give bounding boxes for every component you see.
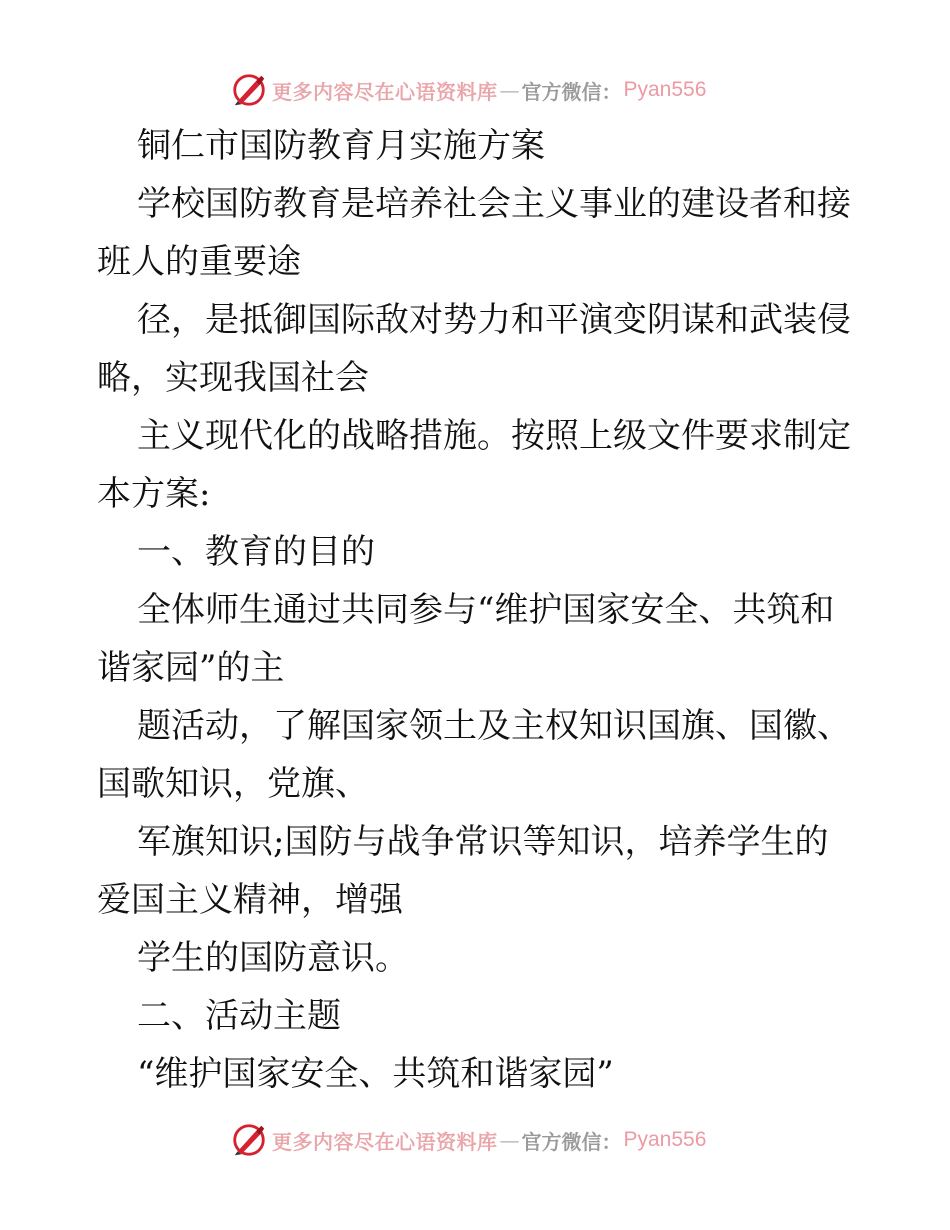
watermark-separator: — [499, 1128, 520, 1152]
document-line: 一、教育的目的 [137, 532, 375, 572]
document-line: 铜仁市国防教育月实施方案 [137, 126, 545, 166]
document-line: 本方案: [97, 474, 211, 514]
watermark-slogan: 更多内容尽在心语资料库 [272, 79, 498, 104]
document-line: 主义现代化的战略措施。按照上级文件要求制定 [137, 416, 851, 456]
document-line: 谐家园”的主 [97, 648, 285, 688]
document-line: 二、活动主题 [137, 996, 341, 1036]
document-line: 学生的国防意识。 [137, 938, 409, 978]
watermark-account: Pyan556 [623, 78, 707, 101]
document-line: 国歌知识，党旗、 [97, 764, 369, 804]
watermark-wechat-label: 官方微信： [521, 79, 622, 104]
document-line: 学校国防教育是培养社会主义事业的建设者和接 [137, 184, 851, 224]
watermark-slogan: 更多内容尽在心语资料库 [272, 1129, 498, 1154]
watermark-banner-bottom [230, 1120, 706, 1160]
pen-logo-icon [230, 1121, 268, 1159]
document-line: 径，是抵御国际敌对势力和平演变阴谋和武装侵 [137, 300, 851, 340]
document-line: 题活动，了解国家领土及主权知识国旗、国徽、 [137, 706, 851, 746]
watermark-banner-top [230, 70, 706, 110]
watermark-account: Pyan556 [623, 1128, 707, 1151]
document-line: 爱国主义精神，增强 [97, 880, 403, 920]
document-line: 略，实现我国社会 [97, 358, 369, 398]
document-line: 班人的重要途 [97, 242, 301, 282]
document-line: 全体师生通过共同参与“维护国家安全、共筑和 [137, 590, 835, 630]
watermark-separator: — [499, 78, 520, 102]
document-line: “维护国家安全、共筑和谐家园” [137, 1054, 614, 1094]
document-body [97, 117, 857, 1103]
watermark-wechat-label: 官方微信： [521, 1129, 622, 1154]
document-line: 军旗知识;国防与战争常识等知识，培养学生的 [137, 822, 829, 862]
pen-logo-icon [230, 71, 268, 109]
